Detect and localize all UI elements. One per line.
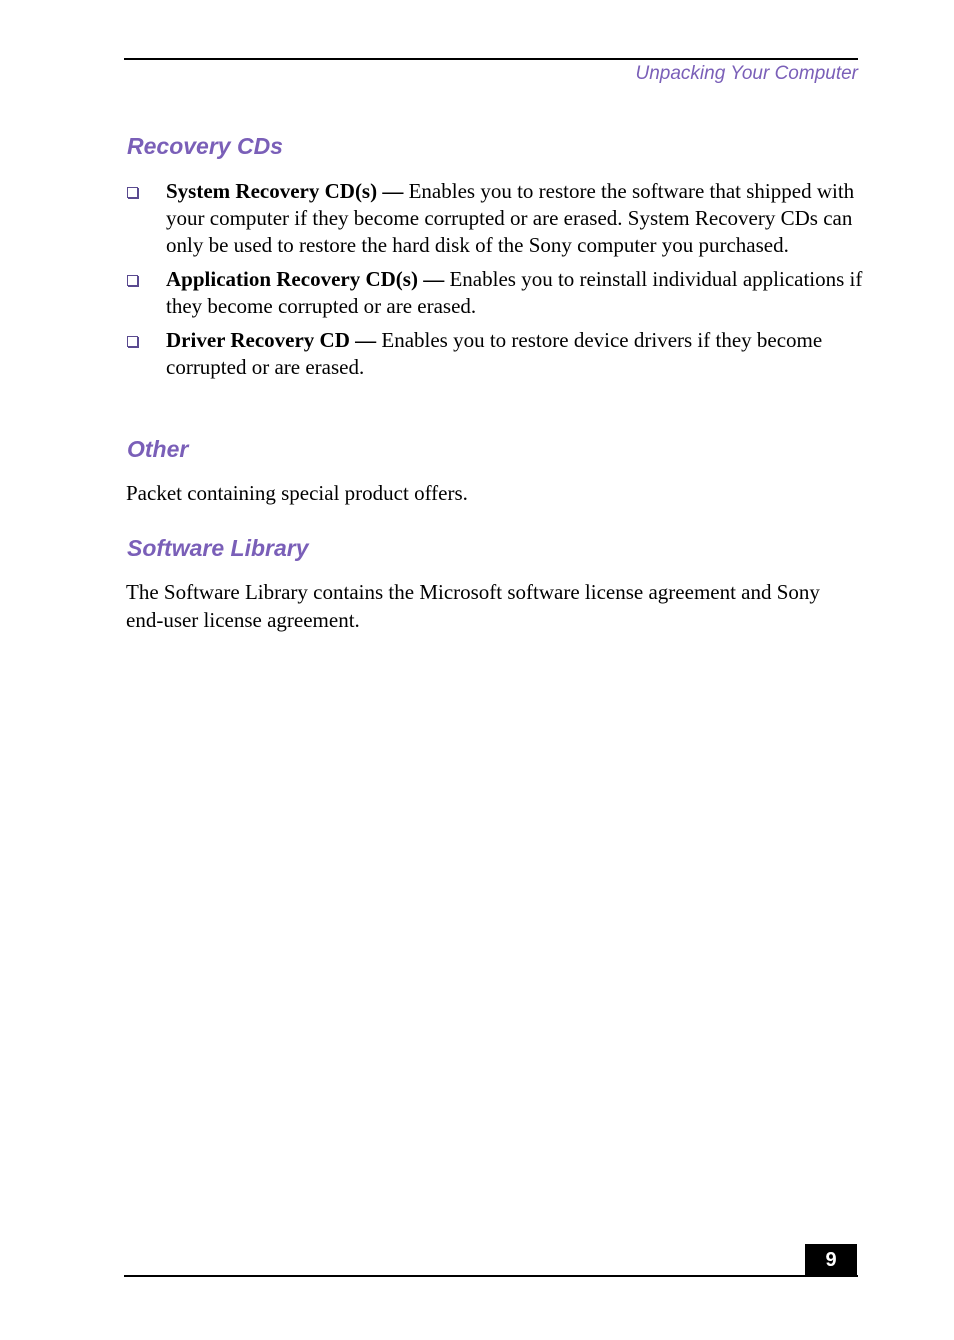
footer-rule [124,1275,858,1277]
recovery-cd-list [126,178,866,388]
list-item [126,266,866,320]
section-heading-software-library: Software Library [127,535,309,561]
header-rule [124,58,858,60]
bullet-term: Application Recovery CD(s) — [166,267,445,291]
page-number: 9 [805,1244,857,1277]
checkbox-bullet-icon [127,187,138,198]
other-paragraph: Packet containing special product offers. [126,481,468,505]
section-heading-other: Other [127,436,189,462]
running-header: Unpacking Your Computer [635,63,858,84]
list-item [126,178,866,259]
bullet-term: System Recovery CD(s) — [166,179,404,203]
checkbox-bullet-icon [127,336,138,347]
checkbox-bullet-icon [127,275,138,286]
software-library-paragraph: The Software Library contains the Microsoft software license agreement and Sony end-user license agreement. [126,580,820,632]
bullet-text: Enables you to restore device drivers if they become corrupted or are erased. [166,328,823,379]
bullet-text: Enables you to restore the software that shipped with your computer if they become corrupted or are erased. System Recovery CDs can only be used to restore the hard disk of the Sony computer you purchased. [166,179,855,257]
list-item [126,327,866,381]
bullet-text: Enables you to reinstall individual applications if they become corrupted or are erased. [166,267,863,318]
bullet-term: Driver Recovery CD — [166,328,377,352]
section-heading-recovery-cds: Recovery CDs [127,133,283,159]
